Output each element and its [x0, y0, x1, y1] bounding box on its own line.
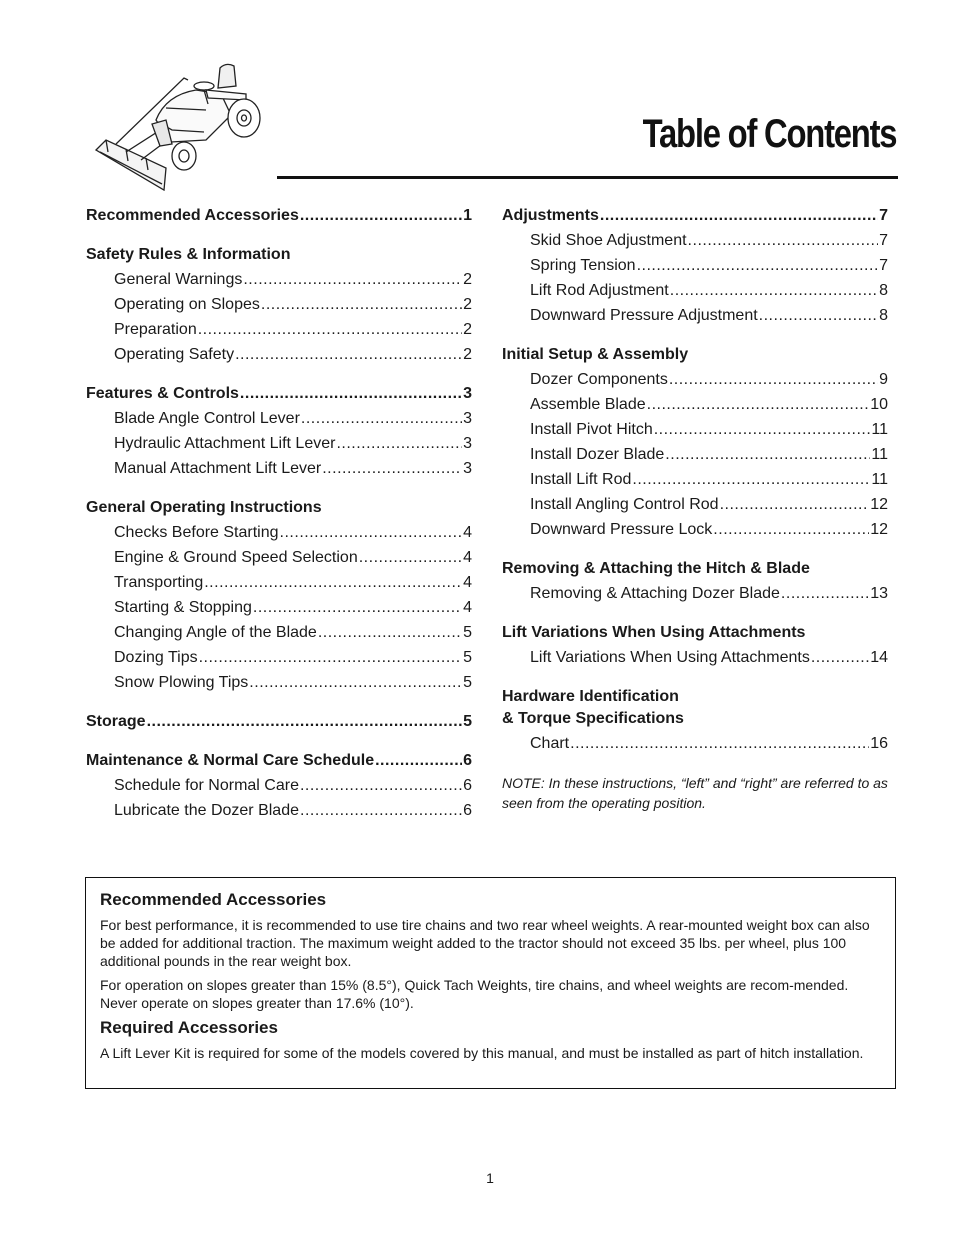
dot-leader: [375, 751, 462, 771]
toc-entry: [502, 517, 888, 542]
toc-section: [86, 751, 472, 823]
dot-leader: [570, 731, 869, 756]
toc-entry-label: Snow Plowing Tips: [114, 674, 249, 691]
orientation-note: NOTE: In these instructions, “left” and “right” are referred to as seen from the operating position.: [502, 775, 888, 811]
toc-entry-label: General Warnings: [114, 271, 243, 288]
dot-leader: [261, 292, 462, 317]
toc-entry: [502, 367, 888, 392]
dot-leader: [280, 520, 463, 545]
dot-leader: [670, 278, 878, 303]
dot-leader: [147, 712, 463, 732]
dot-leader: [249, 670, 462, 695]
tractor-dozer-illustration: [86, 60, 266, 200]
dot-leader: [235, 342, 462, 367]
recommended-accessories-heading: Recommended Accessories: [100, 890, 327, 909]
dot-leader: [665, 442, 870, 467]
dot-leader: [199, 645, 463, 670]
toc-section: [502, 623, 888, 670]
toc-entry-page: 5: [463, 624, 472, 641]
toc-entry-label: Install Dozer Blade: [530, 446, 665, 463]
toc-entry: [502, 253, 888, 278]
toc-entry: [502, 278, 888, 303]
toc-entry-page: 11: [871, 421, 888, 438]
toc-entry: [86, 798, 472, 823]
toc-entry-label: Install Pivot Hitch: [530, 421, 653, 438]
toc-entry: [86, 645, 472, 670]
toc-entry-label: Checks Before Starting: [114, 524, 279, 541]
toc-entry-label: Operating on Slopes: [114, 296, 260, 313]
toc-heading-page: 6: [463, 752, 472, 769]
toc-entry-label: Schedule for Normal Care: [114, 777, 299, 794]
dot-leader: [322, 456, 462, 481]
dot-leader: [336, 431, 462, 456]
required-accessories-para: A Lift Lever Kit is required for some of the models covered by this manual, and must be installed as part of hitch installation.: [100, 1045, 864, 1061]
page-number: 1: [486, 1170, 494, 1186]
toc-entry-label: Install Angling Control Rod: [530, 496, 719, 513]
toc-entry-label: Preparation: [114, 321, 197, 338]
toc-entry: [502, 417, 888, 442]
accessories-box: [85, 877, 896, 1089]
dot-leader: [654, 417, 871, 442]
dot-leader: [359, 545, 462, 570]
toc-entry-label: Chart: [530, 735, 570, 752]
toc-entry: [502, 442, 888, 467]
toc-entry-page: 2: [463, 346, 472, 363]
toc-entry-page: 5: [463, 649, 472, 666]
toc-entry-label: Lubricate the Dozer Blade: [114, 802, 299, 819]
toc-entry-label: Changing Angle of the Blade: [114, 624, 317, 641]
toc-entry-label: Starting & Stopping: [114, 599, 252, 616]
toc-heading: [86, 712, 472, 734]
toc-section: [502, 687, 888, 756]
dot-leader: [301, 406, 462, 431]
toc-heading-page: 3: [463, 385, 472, 402]
toc-entry: [86, 595, 472, 620]
toc-heading-page: 7: [879, 207, 888, 224]
toc-heading: Initial Setup & Assembly: [502, 346, 689, 363]
dot-leader: [318, 620, 462, 645]
toc-entry-label: Dozing Tips: [114, 649, 198, 666]
toc-section: [86, 206, 472, 228]
toc-entry-label: Hydraulic Attachment Lift Lever: [114, 435, 336, 452]
recommended-accessories-para-1: For best performance, it is recommended to use tire chains and two rear wheel weights. A rear-mounted weight box can also be added for additional traction. The maximum weight added to the tractor should not exceed 35 lbs. per wheel, plus 100 additional pounds in the rear weight box.: [100, 917, 870, 969]
required-accessories-heading: Required Accessories: [100, 1018, 278, 1037]
toc-entry: [502, 228, 888, 253]
toc-entry: [86, 342, 472, 367]
dot-leader: [781, 581, 869, 606]
dot-leader: [632, 467, 870, 492]
dot-leader: [720, 492, 870, 517]
toc-entry-page: 12: [870, 496, 888, 513]
toc-entry: [86, 773, 472, 798]
toc-section: [86, 245, 472, 367]
toc-heading-line-2: & Torque Specifications: [502, 710, 684, 727]
toc-entry-label: Operating Safety: [114, 346, 235, 363]
toc-entry: [86, 620, 472, 645]
toc-entry-label: Removing & Attaching Dozer Blade: [530, 585, 780, 602]
toc-entry-label: Dozer Components: [530, 371, 668, 388]
toc-entry-page: 4: [463, 599, 472, 616]
toc-heading-page: 1: [463, 207, 472, 224]
toc-heading: [502, 206, 888, 228]
dot-leader: [300, 206, 462, 226]
recommended-accessories-para-2: For operation on slopes greater than 15% (8.5°), Quick Tach Weights, tire chains, and wheel weights are recom-mended. Never operate on slopes greater than 17.6% (10°).: [100, 977, 849, 1011]
dot-leader: [669, 367, 878, 392]
dot-leader: [811, 645, 869, 670]
dot-leader: [300, 773, 462, 798]
dot-leader: [713, 517, 869, 542]
toc-section: [86, 712, 472, 734]
title-rule: [277, 176, 898, 179]
toc-left-column: [86, 206, 472, 840]
toc-entry-page: 11: [871, 446, 888, 463]
toc-entry-page: 3: [463, 410, 472, 427]
toc-heading: Lift Variations When Using Attachments: [502, 624, 806, 641]
toc-entry-page: 16: [870, 735, 888, 752]
toc-entry-page: 3: [463, 435, 472, 452]
toc-entry-label: Assemble Blade: [530, 396, 646, 413]
dot-leader: [688, 228, 879, 253]
toc-entry: [86, 292, 472, 317]
toc-entry-label: Transporting: [114, 574, 204, 591]
dot-leader: [198, 317, 462, 342]
dot-leader: [647, 392, 870, 417]
toc-entry-page: 9: [879, 371, 888, 388]
toc-section: [86, 498, 472, 695]
toc-entry-page: 7: [879, 232, 888, 249]
toc-entry-page: 8: [879, 282, 888, 299]
toc-entry-page: 11: [871, 471, 888, 488]
toc-heading: [86, 751, 472, 773]
toc-entry-label: Downward Pressure Adjustment: [530, 307, 758, 324]
toc-right-column: [502, 206, 888, 813]
toc-entry: [86, 520, 472, 545]
toc-entry: [502, 303, 888, 328]
toc-heading: Hardware Identification: [502, 688, 679, 705]
toc-entry-page: 8: [879, 307, 888, 324]
toc-entry-label: Downward Pressure Lock: [530, 521, 713, 538]
dot-leader: [240, 384, 462, 404]
toc-entry: [502, 492, 888, 517]
page-title: Table of Contents: [642, 112, 896, 156]
toc-heading-label: Adjustments: [502, 207, 599, 224]
toc-entry-page: 10: [870, 396, 888, 413]
toc-section: [502, 559, 888, 606]
toc-entry: [86, 570, 472, 595]
toc-heading-label: Maintenance & Normal Care Schedule: [86, 752, 375, 769]
toc-entry: [86, 317, 472, 342]
toc-entry-page: 3: [463, 460, 472, 477]
toc-heading: Removing & Attaching the Hitch & Blade: [502, 560, 810, 577]
toc-entry: [86, 456, 472, 481]
dot-leader: [300, 798, 462, 823]
toc-entry-page: 13: [870, 585, 888, 602]
toc-entry: [86, 670, 472, 695]
toc-entry-label: Lift Rod Adjustment: [530, 282, 669, 299]
toc-entry-label: Engine & Ground Speed Selection: [114, 549, 358, 566]
toc-entry: [502, 467, 888, 492]
toc-entry: [502, 645, 888, 670]
dot-leader: [637, 253, 879, 278]
toc-entry-label: Lift Variations When Using Attachments: [530, 649, 810, 666]
toc-entry-label: Install Lift Rod: [530, 471, 632, 488]
toc-heading-label: Features & Controls: [86, 385, 239, 402]
toc-entry-label: Spring Tension: [530, 257, 636, 274]
toc-entry-page: 6: [463, 777, 472, 794]
toc-entry: [502, 392, 888, 417]
toc-entry-page: 6: [463, 802, 472, 819]
toc-section: [502, 206, 888, 328]
toc-entry-page: 4: [463, 574, 472, 591]
toc-heading-label: Storage: [86, 713, 146, 730]
toc-entry: [86, 431, 472, 456]
toc-entry: [86, 406, 472, 431]
toc-heading-label: Recommended Accessories: [86, 207, 299, 224]
dot-leader: [243, 267, 462, 292]
toc-entry-page: 4: [463, 524, 472, 541]
dot-leader: [759, 303, 878, 328]
toc-entry: [86, 545, 472, 570]
toc-heading: [86, 384, 472, 406]
toc-entry-label: Skid Shoe Adjustment: [530, 232, 687, 249]
toc-entry-page: 2: [463, 296, 472, 313]
dot-leader: [600, 206, 878, 226]
toc-entry-page: 14: [870, 649, 888, 666]
dot-leader: [253, 595, 462, 620]
toc-section: [502, 345, 888, 542]
toc-entry: [502, 581, 888, 606]
toc-heading: Safety Rules & Information: [86, 246, 291, 263]
toc-entry-page: 7: [879, 257, 888, 274]
toc-heading: [86, 206, 472, 228]
toc-heading: General Operating Instructions: [86, 499, 322, 516]
toc-entry-page: 4: [463, 549, 472, 566]
toc-entry: [502, 731, 888, 756]
toc-heading-page: 5: [463, 713, 472, 730]
toc-entry-page: 5: [463, 674, 472, 691]
toc-entry-label: Blade Angle Control Lever: [114, 410, 300, 427]
toc-entry: [86, 267, 472, 292]
toc-entry-page: 2: [463, 321, 472, 338]
toc-entry-page: 2: [463, 271, 472, 288]
toc-entry-page: 12: [870, 521, 888, 538]
toc-section: [86, 384, 472, 481]
dot-leader: [204, 570, 462, 595]
toc-entry-label: Manual Attachment Lift Lever: [114, 460, 322, 477]
